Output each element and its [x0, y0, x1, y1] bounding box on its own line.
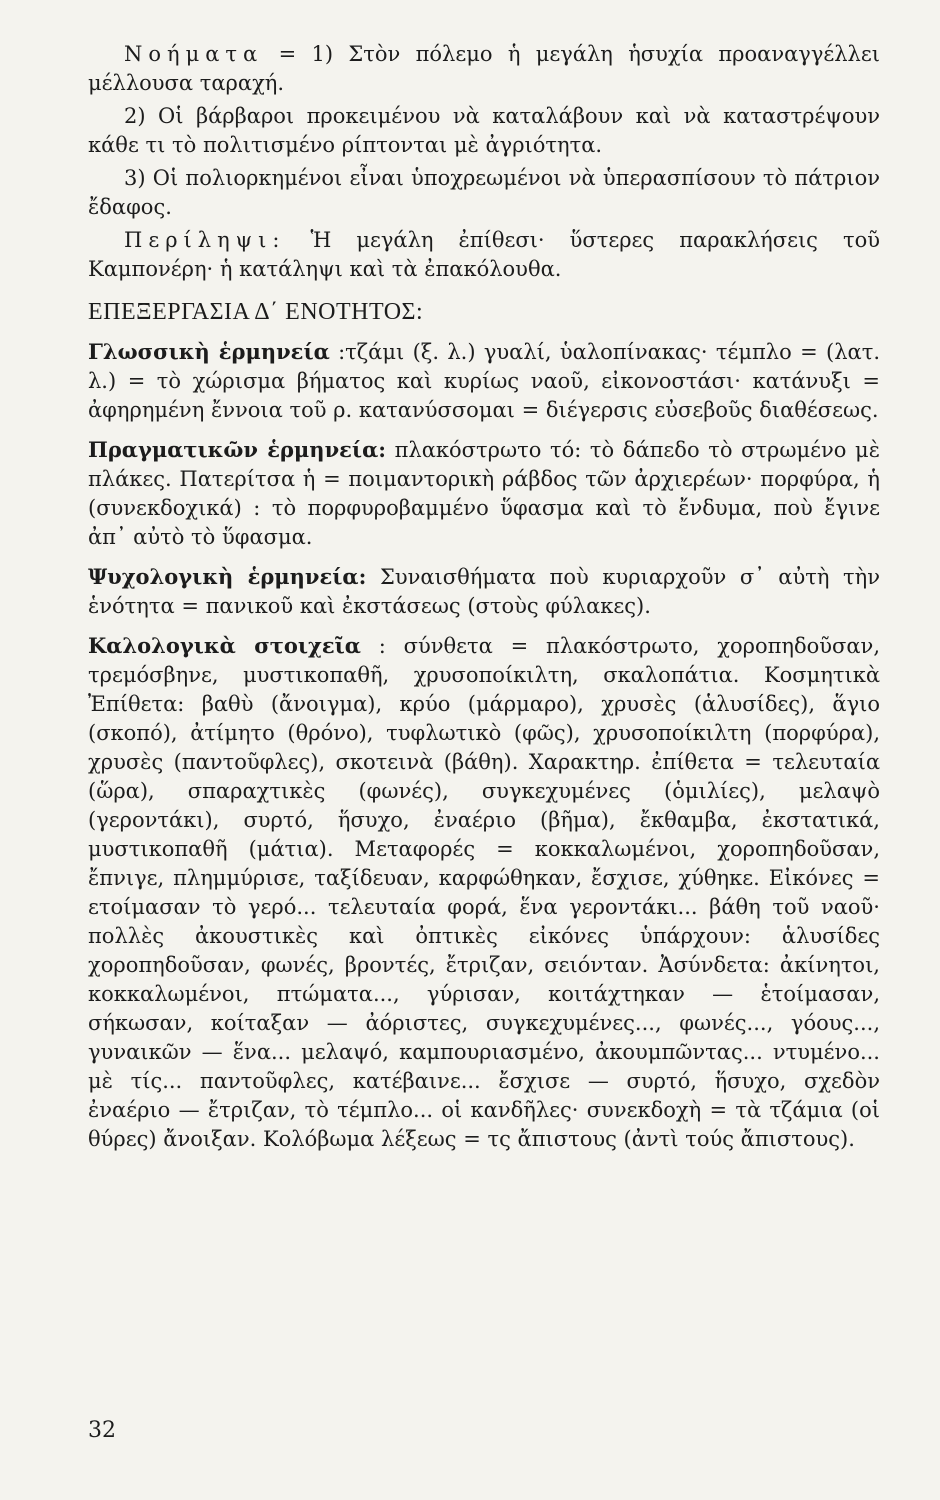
page-number: 32 — [88, 1418, 116, 1443]
kalologika-label: Καλολογικὰ στοιχεῖα — [88, 633, 361, 658]
perilipsi-paragraph — [88, 226, 880, 284]
perilipsi-text: Ἡ μεγάλη ἐπίθεσι· ὕστερες παρακλήσεις τοῦ Καμπονέρη· ἡ κατάληψι καὶ τὰ ἐπακόλουθα. — [88, 228, 880, 281]
noimata-text-1: = 1) Στὸν πόλεμο ἡ μεγάλη ἡσυχία προαναγγέλλει μέλλουσα ταραχή. — [88, 42, 880, 95]
psychologiki-text: Συναισθήματα ποὺ κυριαρχοῦν σ᾽ αὐτὴ τὴν ἑνότητα = πανικοῦ καὶ ἐκστάσεως (στοὺς φύλακες). — [88, 565, 881, 618]
glossiki-label: Γλωσσικὴ ἑρμηνεία — [88, 339, 330, 364]
page-body — [88, 40, 880, 1154]
kalologika-paragraph — [88, 631, 880, 1154]
noimata-paragraph-2: 2) Οἱ βάρβαροι προκειμένου νὰ καταλάβουν καὶ νὰ καταστρέψουν κάθε τι τὸ πολιτισμένο ρίπτονται μὲ ἀγριότητα. — [88, 104, 880, 157]
noimata-paragraph-1 — [88, 40, 880, 98]
noimata-label: Νοήματα — [124, 42, 264, 66]
noimata-paragraph-3: 3) Οἱ πολιορκημένοι εἶναι ὑποχρεωμένοι νὰ ὑπερασπίσουν τὸ πάτριον ἔδαφος. — [88, 166, 880, 219]
glossiki-paragraph — [88, 337, 880, 425]
kalologika-text: : σύνθετα = πλακόστρωτο, χοροπηδοῦσαν, τρεμόσβηνε, μυστικοπαθῆ, χρυσοποίκιλτη, σκαλοπάτια. Κοσμητικὰ Ἐπίθετα: βαθὺ (ἄνοιγμα), κρύο (μάρμαρο), χρυσὲς (ἁλυσίδες), ἅγιο (σκοπό), ἀτίμητο (θρόνο), τυφλωτικὸ (φῶς), χρυσοποίκιλτη (πορφύρα), χρυσὲς (παντοῦφλες), σκοτεινὰ (βάθη). Χαρακτηρ. ἐπίθετα = τελευταία (ὥρα), σπαραχτικὲς (φωνές), συγκεχυμένες (ὁμιλίες), μελαψὸ (γεροντάκι), συρτό, ἥσυχο, ἐναέριο (βῆμα), ἔκθαμβα, ἐκστατικά, μυστικοπαθῆ (μάτια). Μεταφορές = κοκκαλωμένοι, χοροπηδοῦσαν, ἔπνιγε, πλημμύρισε, ταξίδευαν, καρφώθηκαν, ἔσχισε, χύθηκε. Εἰκόνες = ετοίμασαν τὸ γερό... τελευταία φορά, ἕνα γεροντάκι... βάθη τοῦ ναοῦ· πολλὲς ἀκουστικὲς καὶ ὀπτικὲς εἰκόνες ὑπάρχουν: ἁλυσίδες χοροπηδοῦσαν, φωνές, βροντές, ἔτριζαν, σειόνταν. Ἀσύνδετα: ἀκίνητοι, κοκκαλωμένοι, πτώματα..., γύρισαν, κοιτάχτηκαν — ἑτοίμασαν, σήκωσαν, κοίταξαν — ἀόριστες, συγκεχυμένες..., φωνές..., γόους..., γυναικῶν — ἕνα... μελαψό, καμπουριασμένο, ἀκουμπῶντας... ντυμένο... μὲ τίς... παντοῦφλες, κατέβαινε... ἔσχισε — συρτό, ἥσυχο, σχεδὸν ἐναέριο — ἔτριζαν, τὸ τέμπλο... οἱ κανδῆλες· συνεκδοχὴ = τὰ τζάμια (οἱ θύρες) ἄνοιξαν. Κολόβωμα λέξεως = τς ἄπιστους (ἀντὶ τούς ἄπιστους). — [88, 634, 881, 1151]
section-heading: ΕΠΕΞΕΡΓΑΣΙΑ Δ΄ ΕΝΟΤΗΤΟΣ: — [88, 299, 424, 325]
psychologiki-label: Ψυχολογικὴ ἑρμηνεία: — [88, 564, 367, 589]
pragmatikon-paragraph — [88, 435, 880, 552]
pragmatikon-label: Πραγματικῶν ἑρμηνεία: — [88, 437, 386, 462]
perilipsi-label: Περίληψι: — [124, 228, 286, 252]
glossiki-text: :τζάμι (ξ. λ.) γυαλί, ὑαλοπίνακας· τέμπλο = (λατ. λ.) = τὸ χώρισμα βήματος καὶ κυρίως ναοῦ, εἰκονοστάσι· κατάνυξι = ἀφηρημένη ἔννοια τοῦ ρ. κατανύσσομαι = διέγερσις εὐσεβοῦς διαθέσεως. — [88, 340, 880, 422]
psychologiki-paragraph — [88, 562, 880, 621]
pragmatikon-text: πλακόστρωτο τό: τὸ δάπεδο τὸ στρωμένο μὲ πλάκες. Πατερίτσα ἡ = ποιμαντορικὴ ράβδος τῶν ἀρχιερέων· πορφύρα, ἡ (συνεκδοχικά) : τὸ πορφυροβαμμένο ὕφασμα καὶ τὸ ἔνδυμα, ποὺ ἔγινε ἀπ᾽ αὐτὸ τὸ ὕφασμα. — [88, 438, 880, 549]
